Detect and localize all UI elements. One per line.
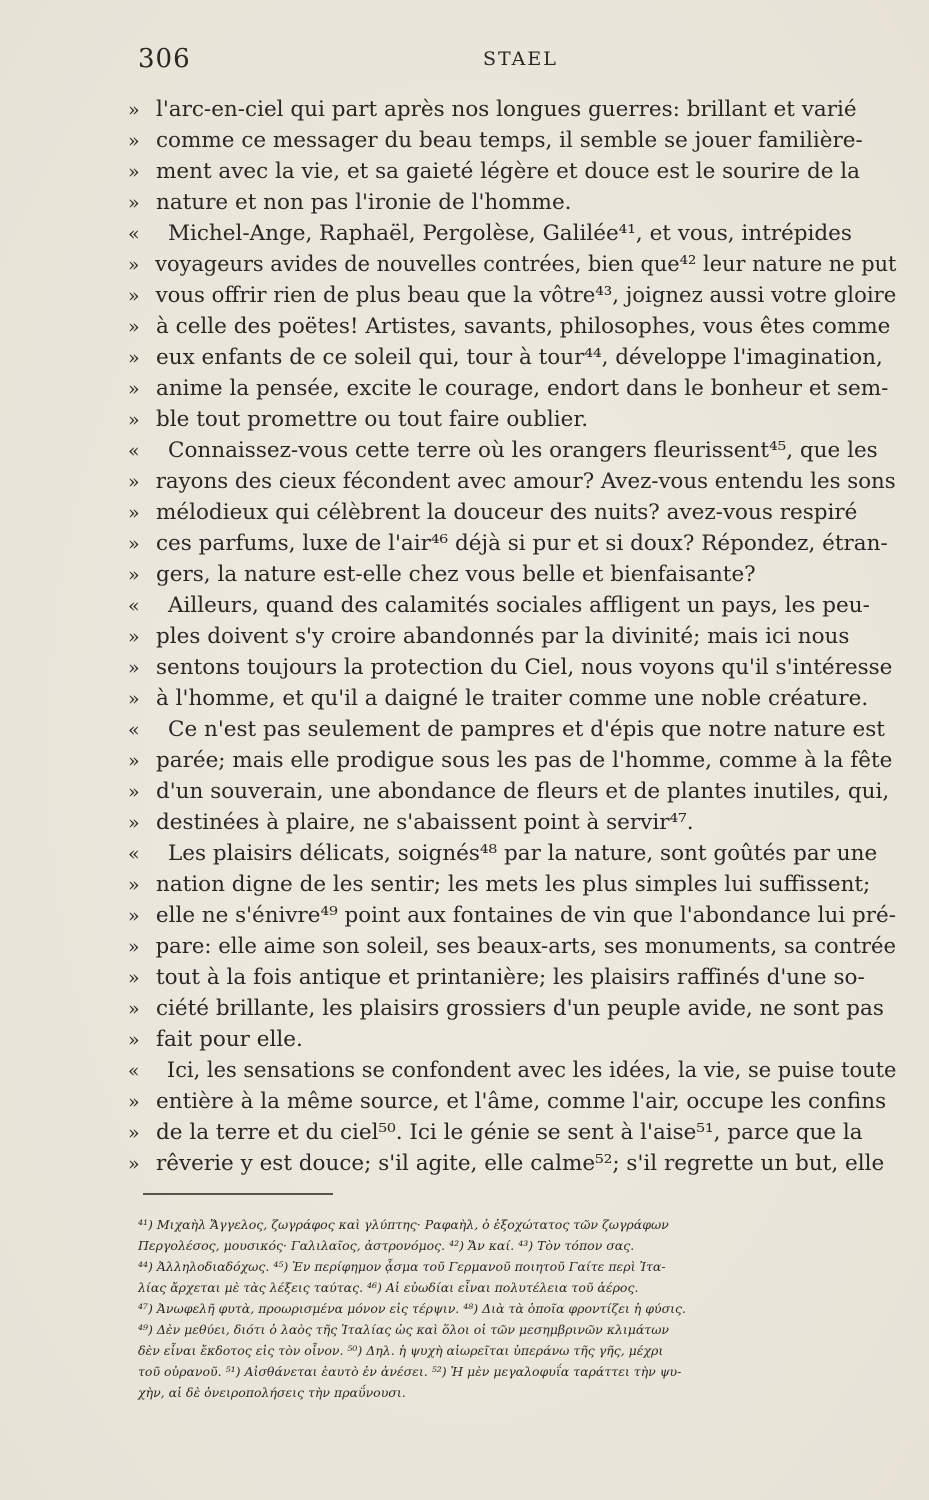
text-line — [128, 125, 896, 156]
line-text: nation digne de les sentir; les mets les plus simples lui suffissent; — [156, 872, 871, 897]
line-text: anime la pensée, excite le courage, endort dans le bonheur et sem- — [156, 376, 889, 401]
quote-mark: » — [128, 347, 140, 369]
quote-mark: » — [128, 471, 140, 493]
text-line — [128, 745, 896, 776]
text-line — [128, 218, 896, 249]
text-line — [128, 776, 896, 807]
line-text: à celle des poëtes! Artistes, savants, philosophes, vous êtes comme — [156, 314, 891, 339]
footnote-line: χὴν, αἱ δὲ ὀνειροπολήσεις τὴν πραΰνουσι. — [138, 1385, 406, 1400]
text-line — [128, 311, 896, 342]
quote-mark: » — [128, 564, 140, 586]
quote-mark: « — [128, 440, 140, 462]
main-text — [128, 94, 896, 1179]
line-text: ment avec la vie, et sa gaieté légère et douce est le sourire de la — [156, 159, 860, 184]
line-text: Ailleurs, quand des calamités sociales affligent un pays, les peu- — [168, 593, 870, 618]
quote-mark: » — [128, 192, 140, 214]
text-line — [128, 187, 896, 218]
line-text: elle ne s'énivre⁴⁹ point aux fontaines de vin que l'abondance lui pré- — [155, 903, 896, 928]
text-line — [128, 373, 896, 404]
line-text: Michel-Ange, Raphaël, Pergolèse, Galilée⁴¹, et vous, intrépides — [168, 221, 852, 246]
text-line — [128, 931, 897, 962]
text-line — [128, 342, 896, 373]
text-line — [128, 900, 894, 931]
text-line — [128, 993, 896, 1024]
line-text: à l'homme, et qu'il a daigné le traiter comme une noble créature. — [156, 686, 869, 711]
line-text: fait pour elle. — [156, 1027, 303, 1052]
text-line — [128, 404, 896, 435]
text-line — [128, 559, 896, 590]
line-text: destinées à plaire, ne s'abaissent point à servir⁴⁷. — [156, 810, 694, 835]
quote-mark: » — [128, 409, 140, 431]
text-line — [128, 714, 896, 745]
text-line — [128, 497, 896, 528]
quote-mark: » — [128, 998, 140, 1020]
text-line — [128, 621, 896, 652]
footnote-line: ⁴⁷) Ἀνωφελῆ φυτὰ, προωρισμένα μόνον εἰς τέρψιν. ⁴⁸) Διὰ τὰ ὁποῖα φροντίζει ἡ φύσις. — [138, 1301, 686, 1316]
footnote-rule — [143, 1193, 333, 1195]
line-text: eux enfants de ce soleil qui, tour à tour⁴⁴, développe l'imagination, — [156, 345, 883, 370]
quote-mark: » — [128, 812, 140, 834]
line-text: Les plaisirs délicats, soignés⁴⁸ par la nature, sont goûtés par une — [168, 841, 878, 866]
quote-mark: » — [128, 626, 140, 648]
quote-mark: » — [128, 378, 140, 400]
text-line — [128, 1117, 896, 1148]
footnote-line: ⁴⁹) Δὲν μεθύει, διότι ὁ λαὸς τῆς Ἰταλίας ὡς καὶ ὅλοι οἱ τῶν μεσημβρινῶν κλιμάτων — [138, 1322, 669, 1337]
quote-mark: « — [128, 595, 140, 617]
text-line — [128, 869, 896, 900]
line-text: mélodieux qui célèbrent la douceur des nuits? avez-vous respiré — [156, 500, 858, 525]
quote-mark: » — [128, 688, 140, 710]
line-text: de la terre et du ciel⁵⁰. Ici le génie se sent à l'aise⁵¹, parce que la — [156, 1120, 863, 1145]
quote-mark: » — [128, 657, 140, 679]
text-line — [128, 652, 896, 683]
quote-mark: « — [128, 223, 140, 245]
text-line — [128, 1055, 897, 1086]
page-number: 306 — [138, 44, 191, 74]
text-line — [128, 838, 896, 869]
quote-mark: » — [128, 874, 140, 896]
quote-mark: » — [128, 967, 140, 989]
line-text: entière à la même source, et l'âme, comme l'air, occupe les confins — [156, 1089, 887, 1114]
text-line — [128, 1148, 896, 1179]
line-text: tout à la fois antique et printanière; les plaisirs raffinés d'une so- — [156, 965, 865, 990]
quote-mark: » — [128, 316, 140, 338]
quote-mark: » — [128, 1153, 140, 1175]
text-line — [128, 466, 896, 497]
line-text: l'arc-en-ciel qui part après nos longues guerres: brillant et varié — [156, 97, 857, 122]
quote-mark: » — [128, 1122, 140, 1144]
line-text: rêverie y est douce; s'il agite, elle calme⁵²; s'il regrette un but, elle — [156, 1151, 885, 1176]
text-line — [128, 280, 897, 311]
quote-mark: « — [128, 843, 140, 865]
text-line — [128, 528, 896, 559]
quote-mark: » — [128, 936, 140, 958]
line-text: d'un souverain, une abondance de fleurs et de plantes inutiles, qui, — [156, 779, 890, 804]
quote-mark: » — [128, 130, 140, 152]
text-line — [128, 94, 896, 125]
footnote-line: δὲν εἶναι ἔκδοτος εἰς τὸν οἶνον. ⁵⁰) Δηλ. ἡ ψυχὴ αἰωρεῖται ὑπεράνω τῆς γῆς, μέχρι — [138, 1343, 664, 1358]
line-text: Ici, les sensations se confondent avec les idées, la vie, se puise toute — [166, 1058, 897, 1083]
quote-mark: » — [128, 254, 140, 276]
text-line — [128, 1024, 896, 1055]
line-text: pare: elle aime son soleil, ses beaux-arts, ses monuments, sa contrée — [155, 934, 897, 959]
text-line — [128, 435, 896, 466]
text-line — [128, 962, 896, 993]
line-text: gers, la nature est-elle chez vous belle et bienfaisante? — [156, 562, 756, 587]
quote-mark: « — [128, 719, 140, 741]
line-text: sentons toujours la protection du Ciel, nous voyons qu'il s'intéresse — [156, 655, 893, 680]
line-text: ples doivent s'y croire abandonnés par la divinité; mais ici nous — [156, 624, 850, 649]
quote-mark: » — [128, 1029, 140, 1051]
line-text: nature et non pas l'ironie de l'homme. — [156, 190, 572, 215]
text-line — [128, 807, 896, 838]
text-line — [128, 156, 896, 187]
running-head: STAEL — [483, 48, 558, 70]
quote-mark: » — [128, 905, 140, 927]
text-line — [128, 683, 896, 714]
line-text: Ce n'est pas seulement de pampres et d'épis que notre nature est — [168, 717, 885, 742]
line-text: comme ce messager du beau temps, il semble se jouer familière- — [156, 128, 863, 153]
footnote-line: ⁴⁴) Ἀλληλοδιαδόχως. ⁴⁵) Ἐν περίφημον ᾆσμα τοῦ Γερμανοῦ ποιητοῦ Γαίτε περὶ Ἰτα- — [138, 1259, 666, 1274]
quote-mark: » — [128, 161, 140, 183]
line-text: voyageurs avides de nouvelles contrées, bien que⁴² leur nature ne put — [155, 252, 897, 277]
quote-mark: » — [128, 99, 140, 121]
quote-mark: » — [128, 750, 140, 772]
footnote-line: λίας ἄρχεται μὲ τὰς λέξεις ταύτας. ⁴⁶) Αἱ εὐωδίαι εἶναι πολυτέλεια τοῦ ἀέρος. — [138, 1280, 639, 1295]
line-text: ble tout promettre ou tout faire oublier. — [156, 407, 589, 432]
text-line — [128, 249, 897, 280]
quote-mark: » — [128, 1091, 140, 1113]
quote-mark: » — [128, 502, 140, 524]
line-text: Connaissez-vous cette terre où les orangers fleurissent⁴⁵, que les — [168, 438, 878, 463]
footnote-line: ⁴¹) Μιχαὴλ Ἄγγελος, ζωγράφος καὶ γλύπτης· Ραφαὴλ, ὁ ἐξοχώτατος τῶν ζωγράφων — [138, 1217, 669, 1232]
quote-mark: » — [128, 533, 140, 555]
line-text: ces parfums, luxe de l'air⁴⁶ déjà si pur et si doux? Répondez, étran- — [156, 531, 888, 556]
line-text: rayons des cieux fécondent avec amour? Avez-vous entendu les sons — [155, 469, 896, 494]
quote-mark: » — [128, 285, 140, 307]
line-text: vous offrir rien de plus beau que la vôtre⁴³, joignez aussi votre gloire — [155, 283, 897, 308]
line-text: ciété brillante, les plaisirs grossiers d'un peuple avide, ne sont pas — [156, 996, 884, 1021]
line-text: parée; mais elle prodigue sous les pas de l'homme, comme à la fête — [156, 748, 893, 773]
quote-mark: » — [128, 781, 140, 803]
footnote-line: τοῦ οὐρανοῦ. ⁵¹) Αἰσθάνεται ἑαυτὸ ἐν ἀνέσει. ⁵²) Ἡ μὲν μεγαλοφυΐα ταράττει τὴν ψυ- — [138, 1364, 682, 1379]
text-line — [128, 590, 896, 621]
page-header — [138, 44, 898, 80]
footnote-line: Περγολέσος, μουσικός· Γαλιλαῖος, ἀστρονόμος. ⁴²) Ἄν καί. ⁴³) Τὸν τόπον σας. — [138, 1238, 635, 1253]
text-line — [128, 1086, 896, 1117]
quote-mark: « — [128, 1060, 140, 1082]
footnotes — [138, 1214, 902, 1403]
